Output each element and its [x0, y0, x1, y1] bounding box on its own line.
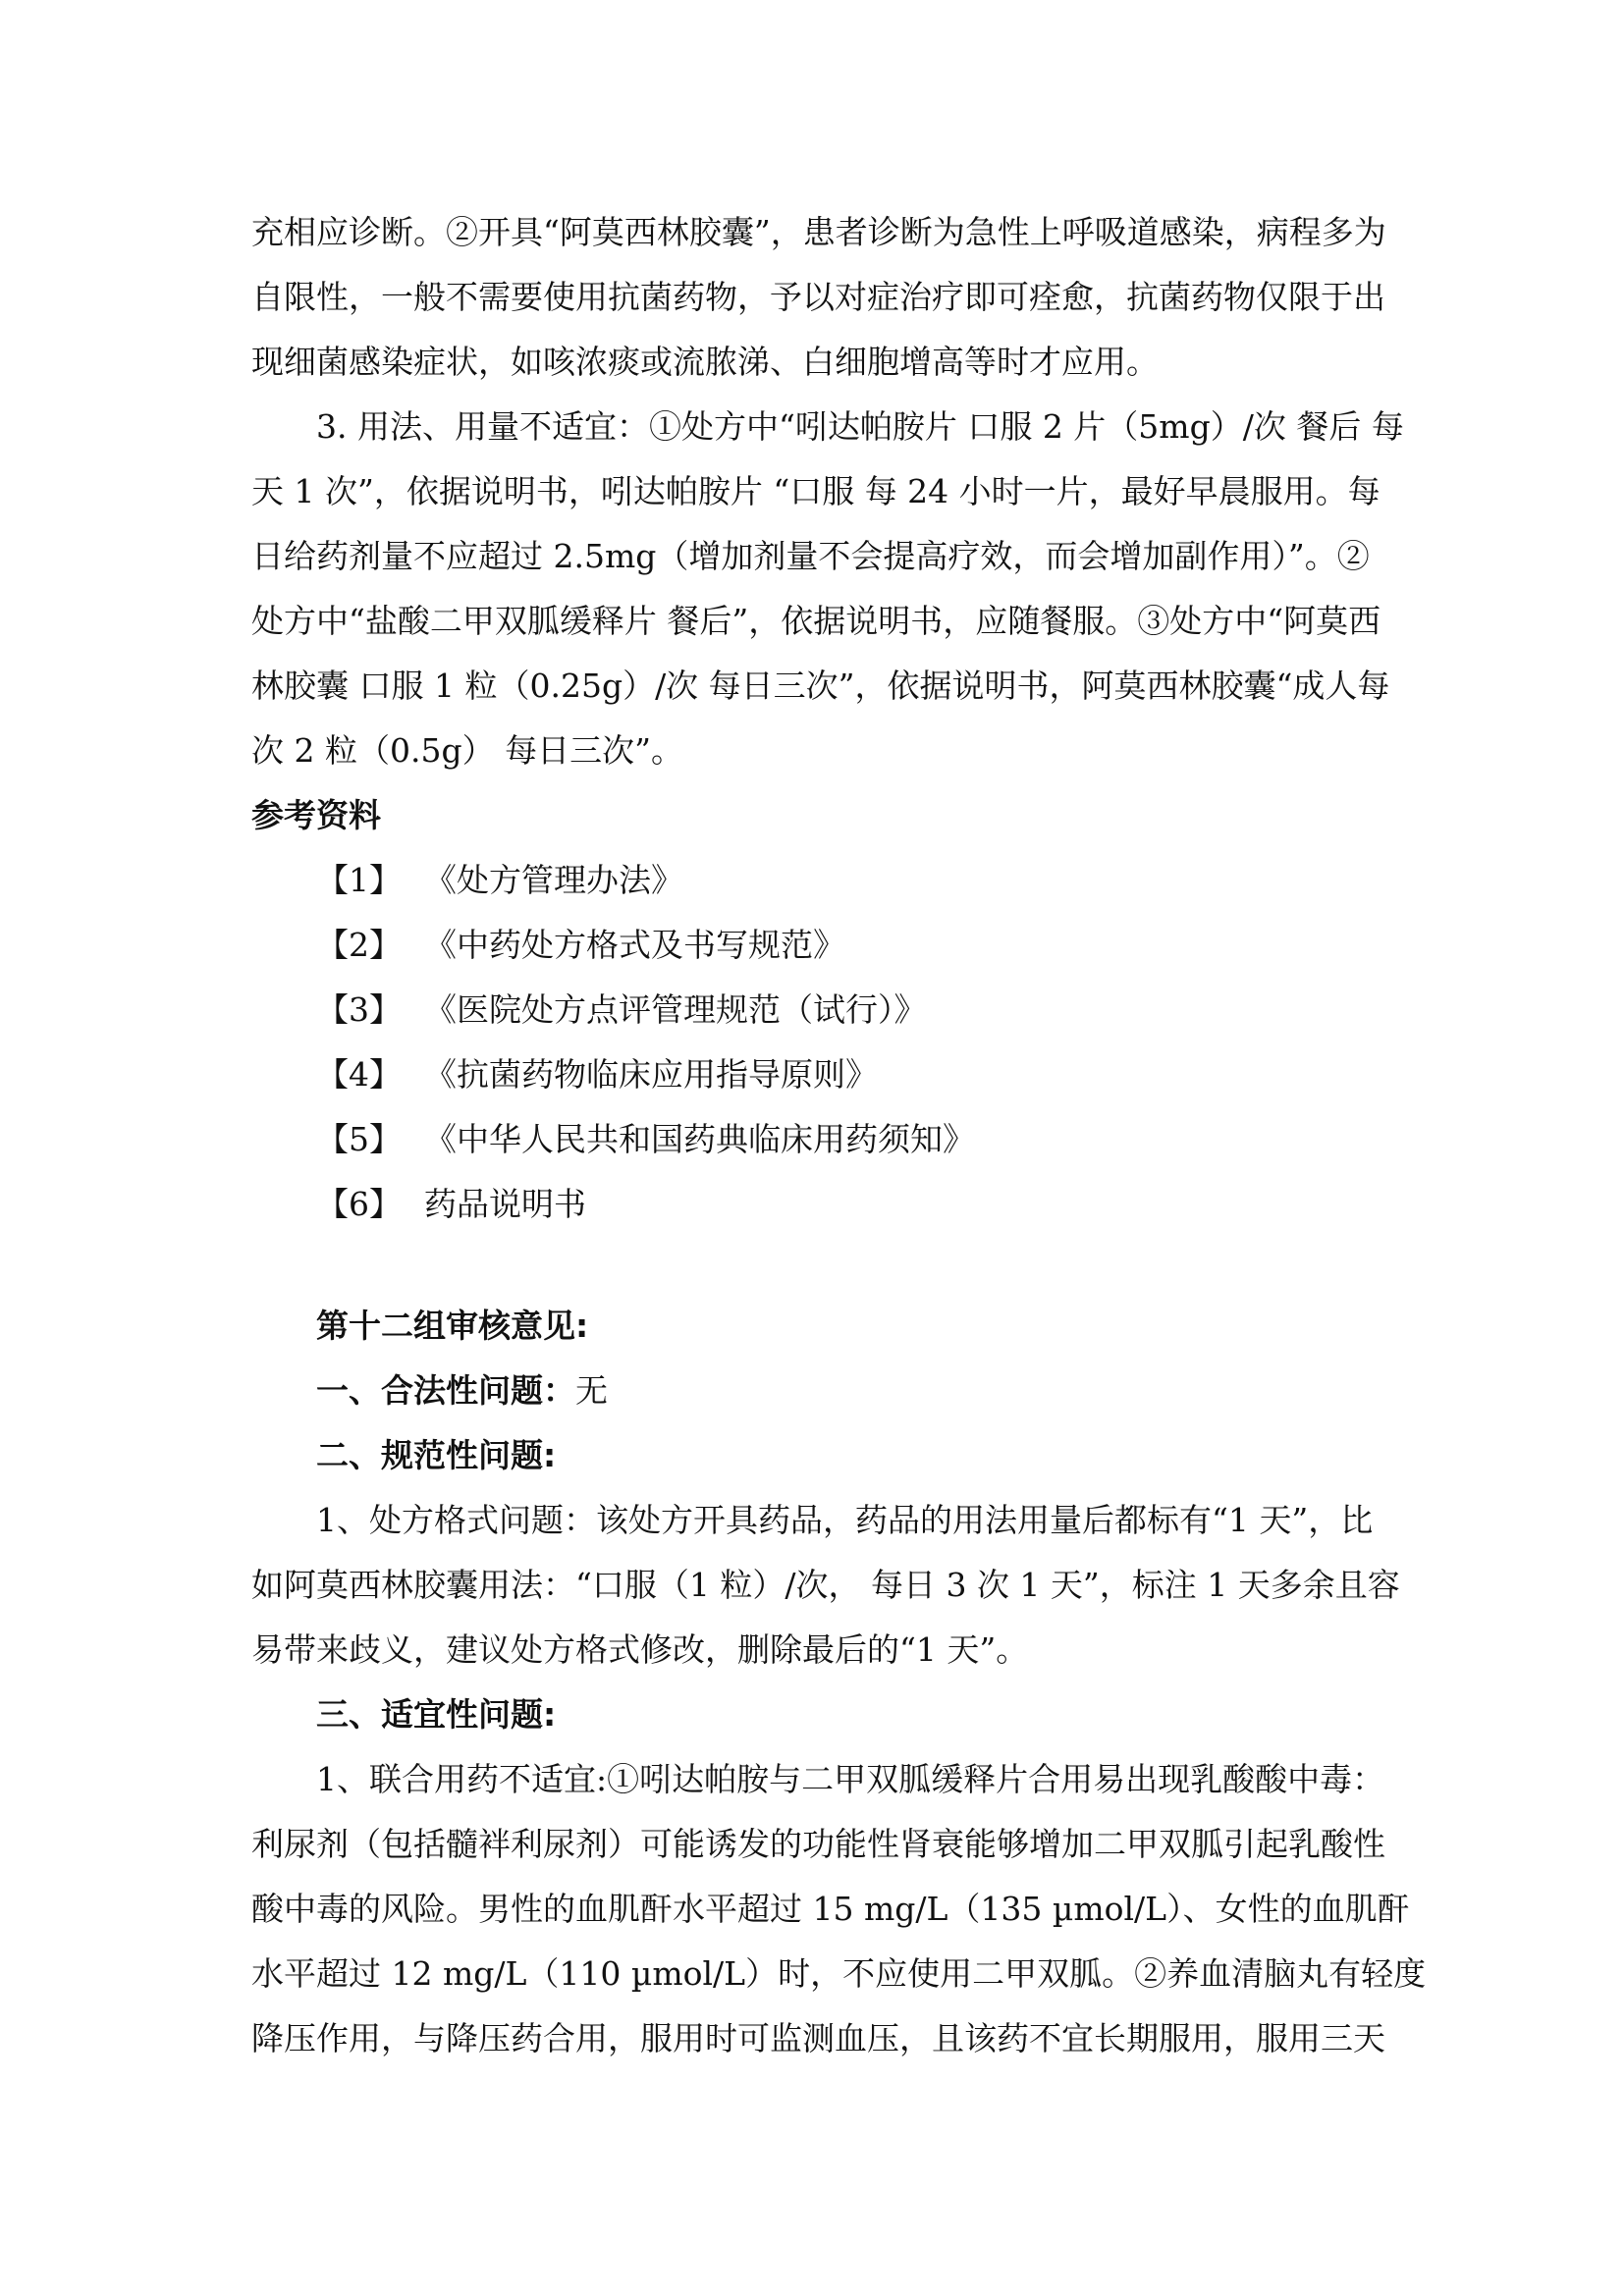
- paragraph-line: 3. 用法、用量不适宜：①处方中“吲达帕胺片 口服 2 片（5mg）/次 餐后 每: [316, 407, 1404, 446]
- legality-line: [251, 1359, 1390, 1423]
- reference-title: 《抗菌药物临床应用指导原则》: [424, 1055, 878, 1094]
- reference-title: 《医院处方点评管理规范（试行）》: [424, 990, 927, 1029]
- continued-section: [251, 200, 1404, 1237]
- references-heading: 参考资料: [251, 796, 381, 834]
- paragraph-line: 1、处方格式问题：该处方开具药品，药品的用法用量后都标有“1 天”，比: [316, 1501, 1374, 1539]
- paragraph-line: 处方中“盐酸二甲双胍缓释片 餐后”，依据说明书，应随餐服。③处方中“阿莫西: [251, 602, 1381, 640]
- reference-title: 《处方管理办法》: [424, 861, 683, 899]
- reference-number: 【2】: [316, 926, 402, 964]
- reference-title: 药品说明书: [424, 1185, 586, 1223]
- standard-heading: 二、规范性问题:: [316, 1436, 557, 1474]
- paragraph-line: 次 2 粒（0.5g） 每日三次”。: [251, 731, 683, 770]
- paragraph-line: 现细菌感染症状，如咳浓痰或流脓涕、白细胞增高等时才应用。: [251, 343, 1159, 381]
- paragraph-line: 日给药剂量不应超过 2.5mg（增加剂量不会提高疗效，而会增加副作用）”。②: [251, 537, 1370, 575]
- reference-number: 【4】: [316, 1055, 402, 1094]
- reference-number: 【1】: [316, 861, 402, 899]
- reference-item: [251, 1042, 1390, 1107]
- legality-value: 无: [575, 1371, 608, 1410]
- suitability-heading: 三、适宜性问题:: [316, 1695, 557, 1734]
- paragraph-line: 水平超过 12 mg/L（110 µmol/L）时，不应使用二甲双胍。②养血清脑丸有轻度: [251, 1954, 1427, 1993]
- paragraph-line: 如阿莫西林胶囊用法：“口服（1 粒）/次， 每日 3 次 1 天”，标注 1 天多余且容: [251, 1566, 1400, 1604]
- reference-item: [251, 1107, 1390, 1172]
- paragraph-line: 自限性，一般不需要使用抗菌药物，予以对症治疗即可痊愈，抗菌药物仅限于出: [251, 278, 1385, 316]
- reference-title: 《中药处方格式及书写规范》: [424, 926, 845, 964]
- reference-item: [251, 848, 1390, 913]
- paragraph-line: 林胶囊 口服 1 粒（0.25g）/次 每日三次”，依据说明书，阿莫西林胶囊“成人每: [251, 667, 1390, 705]
- paragraph-line: 利尿剂（包括髓袢利尿剂）可能诱发的功能性肾衰能够增加二甲双胍引起乳酸性: [251, 1825, 1385, 1863]
- legality-heading: 一、合法性问题：: [316, 1371, 575, 1410]
- reference-item: [251, 913, 1390, 978]
- reference-item: [251, 978, 1390, 1042]
- reference-number: 【5】: [316, 1120, 402, 1158]
- review-section: [251, 1294, 1427, 2071]
- reference-number: 【6】: [316, 1185, 402, 1223]
- paragraph-line: 易带来歧义，建议处方格式修改，删除最后的“1 天”。: [251, 1630, 1029, 1669]
- paragraph-line: 降压作用，与降压药合用，服用时可监测血压，且该药不宜长期服用，服用三天: [251, 2019, 1385, 2057]
- paragraph-line: 酸中毒的风险。男性的血肌酐水平超过 15 mg/L（135 µmol/L）、女性的血肌酐: [251, 1890, 1410, 1928]
- reference-title: 《中华人民共和国药典临床用药须知》: [424, 1120, 975, 1158]
- paragraph-line: 充相应诊断。②开具“阿莫西林胶囊”，患者诊断为急性上呼吸道感染，病程多为: [251, 213, 1386, 251]
- paragraph-line: 天 1 次”，依据说明书，吲达帕胺片 “口服 每 24 小时一片，最好早晨服用。每: [251, 472, 1380, 510]
- review-title: 第十二组审核意见:: [316, 1307, 589, 1345]
- paragraph-line: 1、联合用药不适宜:①吲达帕胺与二甲双胍缓释片合用易出现乳酸酸中毒：: [316, 1760, 1385, 1798]
- reference-item: [251, 1172, 1390, 1237]
- reference-number: 【3】: [316, 990, 402, 1029]
